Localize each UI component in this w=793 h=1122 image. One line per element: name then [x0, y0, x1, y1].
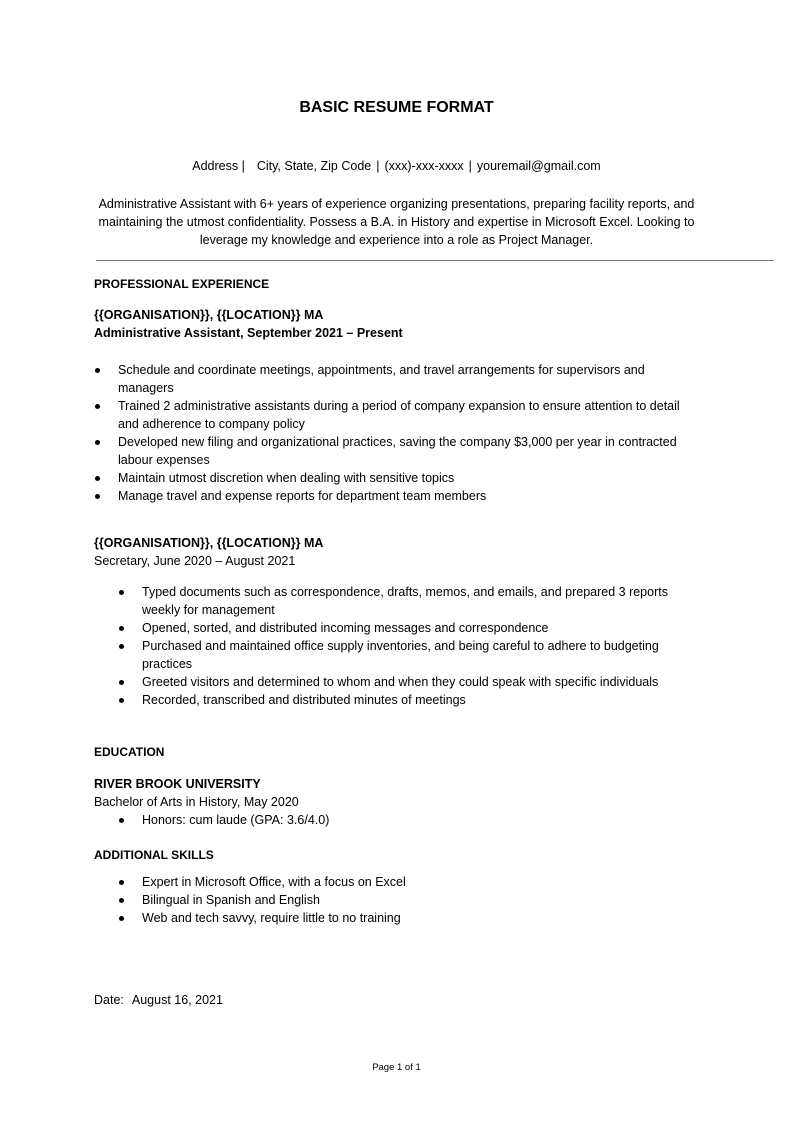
list-item: Purchased and maintained office supply inventories, and being careful to adhere to budgeting practices [142, 637, 707, 673]
list-item: Web and tech savvy, require little to no training [142, 909, 702, 927]
education-heading: EDUCATION [94, 745, 165, 759]
list-item: Bilingual in Spanish and English [142, 891, 702, 909]
date-value: August 16, 2021 [131, 993, 223, 1007]
job-2-organisation: {{ORGANISATION}}, {{LOCATION}} MA [94, 536, 324, 550]
list-item: Expert in Microsoft Office, with a focus on Excel [142, 873, 702, 891]
contact-line [0, 159, 793, 173]
document-title: BASIC RESUME FORMAT [299, 99, 494, 116]
contact-phone: (xxx)-xxx-xxxx [384, 159, 464, 173]
list-item: Honors: cum laude (GPA: 3.6/4.0) [142, 811, 702, 829]
contact-separator: | [468, 159, 472, 173]
education-bullets [142, 811, 702, 829]
job-2-role: Secretary, June 2020 – August 2021 [94, 554, 296, 568]
list-item: Developed new filing and organizational practices, saving the company $3,000 per year in contracted labour expenses [118, 433, 698, 469]
list-item: Trained 2 administrative assistants during a period of company expansion to ensure attention to detail and adherence to company policy [118, 397, 698, 433]
list-item: Greeted visitors and determined to whom and when they could speak with specific individuals [142, 673, 707, 691]
job-1-organisation: {{ORGANISATION}}, {{LOCATION}} MA [94, 308, 324, 322]
list-item: Maintain utmost discretion when dealing with sensitive topics [118, 469, 698, 487]
school-name: RIVER BROOK UNIVERSITY [94, 777, 261, 791]
contact-email: youremail@gmail.com [476, 159, 601, 173]
list-item: Typed documents such as correspondence, drafts, memos, and emails, and prepared 3 reports weekly for management [142, 583, 707, 619]
job-1-bullets [118, 361, 698, 505]
job-1-role: Administrative Assistant, September 2021 – Present [94, 326, 403, 340]
date-label: Date: [94, 993, 124, 1007]
contact-separator: | [376, 159, 380, 173]
list-item: Recorded, transcribed and distributed minutes of meetings [142, 691, 707, 709]
date-line [94, 993, 223, 1007]
job-2-bullets [142, 583, 707, 709]
list-item: Schedule and coordinate meetings, appointments, and travel arrangements for supervisors and managers [118, 361, 698, 397]
list-item: Manage travel and expense reports for department team members [118, 487, 698, 505]
skills-bullets [142, 873, 702, 927]
list-item: Opened, sorted, and distributed incoming messages and correspondence [142, 619, 707, 637]
skills-heading: ADDITIONAL SKILLS [94, 848, 214, 862]
summary-paragraph: Administrative Assistant with 6+ years of experience organizing presentations, preparing facility reports, and maintaining the utmost confidentiality. Possess a B.A. in History and expertise in Microsoft Excel. Looking to leverage my knowledge and experience into a role as Project Manager. [98, 197, 695, 247]
page-number: Page 1 of 1 [372, 1062, 421, 1073]
contact-city: City, State, Zip Code [256, 159, 372, 173]
header-divider [96, 260, 774, 261]
contact-address: Address | [192, 159, 245, 173]
experience-heading: PROFESSIONAL EXPERIENCE [94, 277, 270, 291]
degree: Bachelor of Arts in History, May 2020 [94, 795, 299, 809]
